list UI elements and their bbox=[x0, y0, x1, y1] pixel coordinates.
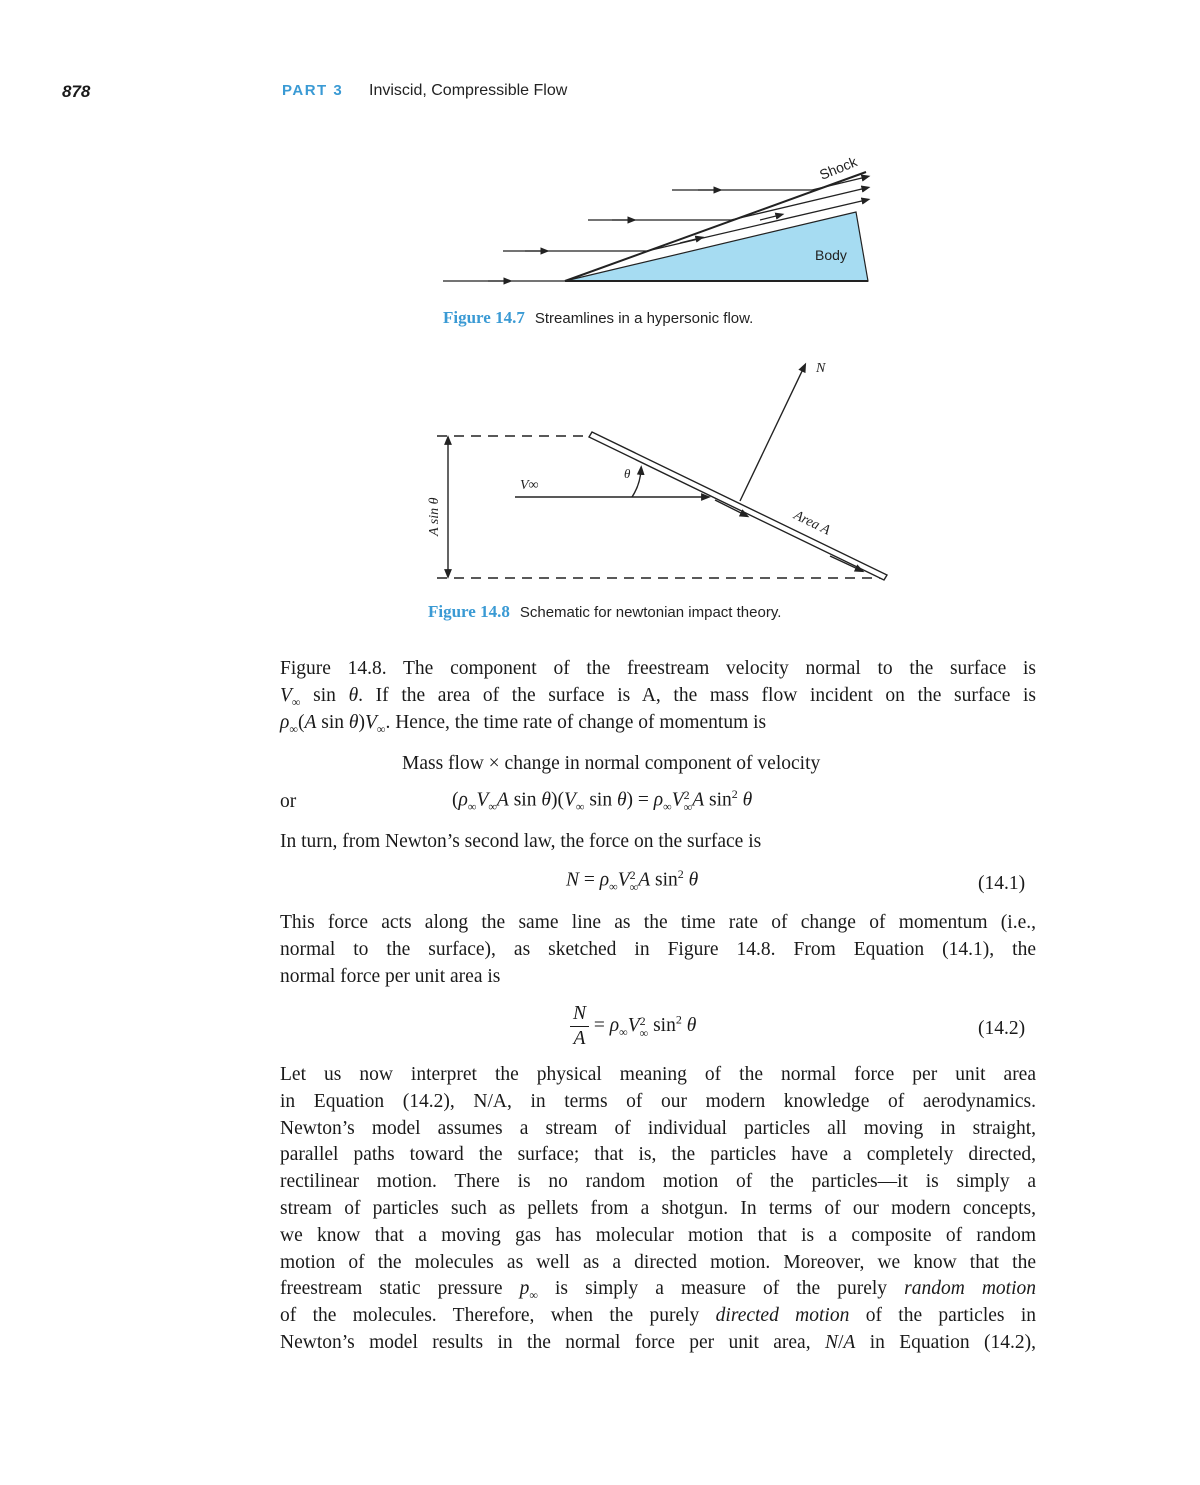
text-line bbox=[280, 1303, 1036, 1330]
momentum-equation: ($\rho_\infty V_\infty A$ $\sin \theta)(V_\infty$ $\sin \theta) = \rho_\infty V$ 2 ∞ A $\sin^2 \theta$ bbox=[452, 786, 753, 814]
text-line: freestream static pressure $p_\infty$ is simply a measure of the purely random motion bbox=[280, 1278, 1037, 1303]
text-span: of the molecules. Therefore, when the purely bbox=[280, 1305, 700, 1327]
text-line: This force acts along the same line as the time rate of change of momentum (i.e., bbox=[280, 912, 1036, 933]
text-span: of the particles in bbox=[865, 1305, 1036, 1327]
figure-14-8-caption bbox=[428, 602, 781, 622]
shock-label: Shock bbox=[817, 153, 860, 183]
normal-label: N bbox=[816, 361, 826, 376]
height-label: A sin θ bbox=[427, 497, 442, 536]
part-label: PART 3 bbox=[282, 82, 344, 99]
text-line: $\rho_\infty(A$ $\sin \theta)V_\infty$. Hence, the time rate of change of momentum is bbox=[280, 711, 767, 736]
text-line: normal force per unit area is bbox=[280, 965, 501, 987]
text-line: Newton’s model assumes a stream of individual particles all moving in straight, bbox=[280, 1117, 1036, 1139]
paragraph-2: In turn, from Newton’s second law, the force on the surface is bbox=[280, 831, 762, 852]
text-span: in Equation (14.2), bbox=[869, 1331, 1036, 1353]
theta-label: θ bbox=[624, 466, 631, 481]
text-span: . Hence, the time rate of change of momentum is bbox=[385, 711, 767, 733]
figure-14-8-diagram bbox=[410, 355, 900, 590]
text-line: rectilinear motion. There is no random motion of the particles—it is simply a bbox=[280, 1171, 1036, 1193]
text-line: parallel paths toward the surface; that is, the particles have a completely directed, bbox=[280, 1144, 1036, 1166]
text-line: in Equation (14.2), N/A, in terms of our modern knowledge of aerodynamics. bbox=[280, 1090, 1036, 1112]
text-line: normal to the surface), as sketched in Figure 14.8. From Equation (14.1), the bbox=[280, 938, 1036, 960]
text-line: Figure 14.8. The component of the freestream velocity normal to the surface is bbox=[280, 658, 1036, 679]
paragraph-4 bbox=[280, 1062, 1036, 1357]
theta-arc bbox=[632, 470, 641, 497]
body-label: Body bbox=[815, 247, 847, 263]
mass-flow-line: Mass flow × change in normal component of velocity bbox=[402, 753, 821, 774]
figure-label: Figure 14.7 bbox=[443, 308, 525, 327]
text-line: Let us now interpret the physical meaning of the normal force per unit area bbox=[280, 1064, 1036, 1085]
paragraph-3 bbox=[280, 910, 1036, 990]
text-span: freestream static pressure bbox=[280, 1278, 503, 1300]
normal-force-vector bbox=[740, 367, 804, 501]
text-line: stream of particles such as pellets from a shotgun. In terms of our modern concepts, bbox=[280, 1197, 1036, 1219]
flat-plate bbox=[589, 432, 887, 580]
equation-14-1: $N = \rho_\infty V$ 2 ∞ A $\sin^2 \theta$ bbox=[566, 866, 699, 894]
area-label: Area A bbox=[791, 508, 833, 539]
text-line: motion of the molecules as well as a directed motion. Moreover, we know that the bbox=[280, 1251, 1036, 1273]
figure-label: Figure 14.8 bbox=[428, 602, 510, 621]
or-label: or bbox=[280, 791, 297, 812]
part-title: Inviscid, Compressible Flow bbox=[369, 82, 568, 99]
caption-text: Streamlines in a hypersonic flow. bbox=[534, 310, 754, 327]
emphasis: directed motion bbox=[715, 1305, 850, 1327]
velocity-label: V∞ bbox=[520, 478, 539, 493]
equation-number: (14.2) bbox=[978, 1018, 1026, 1039]
equation-number: (14.1) bbox=[978, 873, 1026, 894]
page-number: 878 bbox=[62, 82, 91, 101]
text-line: $V_\infty$ sin θ. If the area of the surface is A, the mass flow incident on the surface is bbox=[280, 684, 1037, 709]
equation-14-2: $\frac{N}{A}$ = $\rho_\infty V$ 2 ∞ $\sin^2 \theta$ bbox=[570, 1002, 696, 1051]
text-span: is simply a measure of the purely bbox=[555, 1278, 888, 1300]
emphasis: random motion bbox=[904, 1278, 1037, 1300]
text-span: . If the area of the surface is A, the mass flow incident on the surface is bbox=[358, 684, 1037, 706]
caption-text: Schematic for newtonian impact theory. bbox=[519, 604, 782, 621]
figure-14-7-caption bbox=[443, 308, 753, 328]
text-span: Newton’s model results in the normal force per unit area, bbox=[280, 1331, 811, 1353]
figure-14-7-diagram bbox=[430, 150, 890, 295]
text-line: we know that a moving gas has molecular motion that is a composite of random bbox=[280, 1224, 1036, 1246]
text-line: Newton’s model results in the normal force per unit area, N/A in Equation (14.2), bbox=[280, 1331, 1036, 1353]
paragraph-1 bbox=[280, 656, 1036, 736]
